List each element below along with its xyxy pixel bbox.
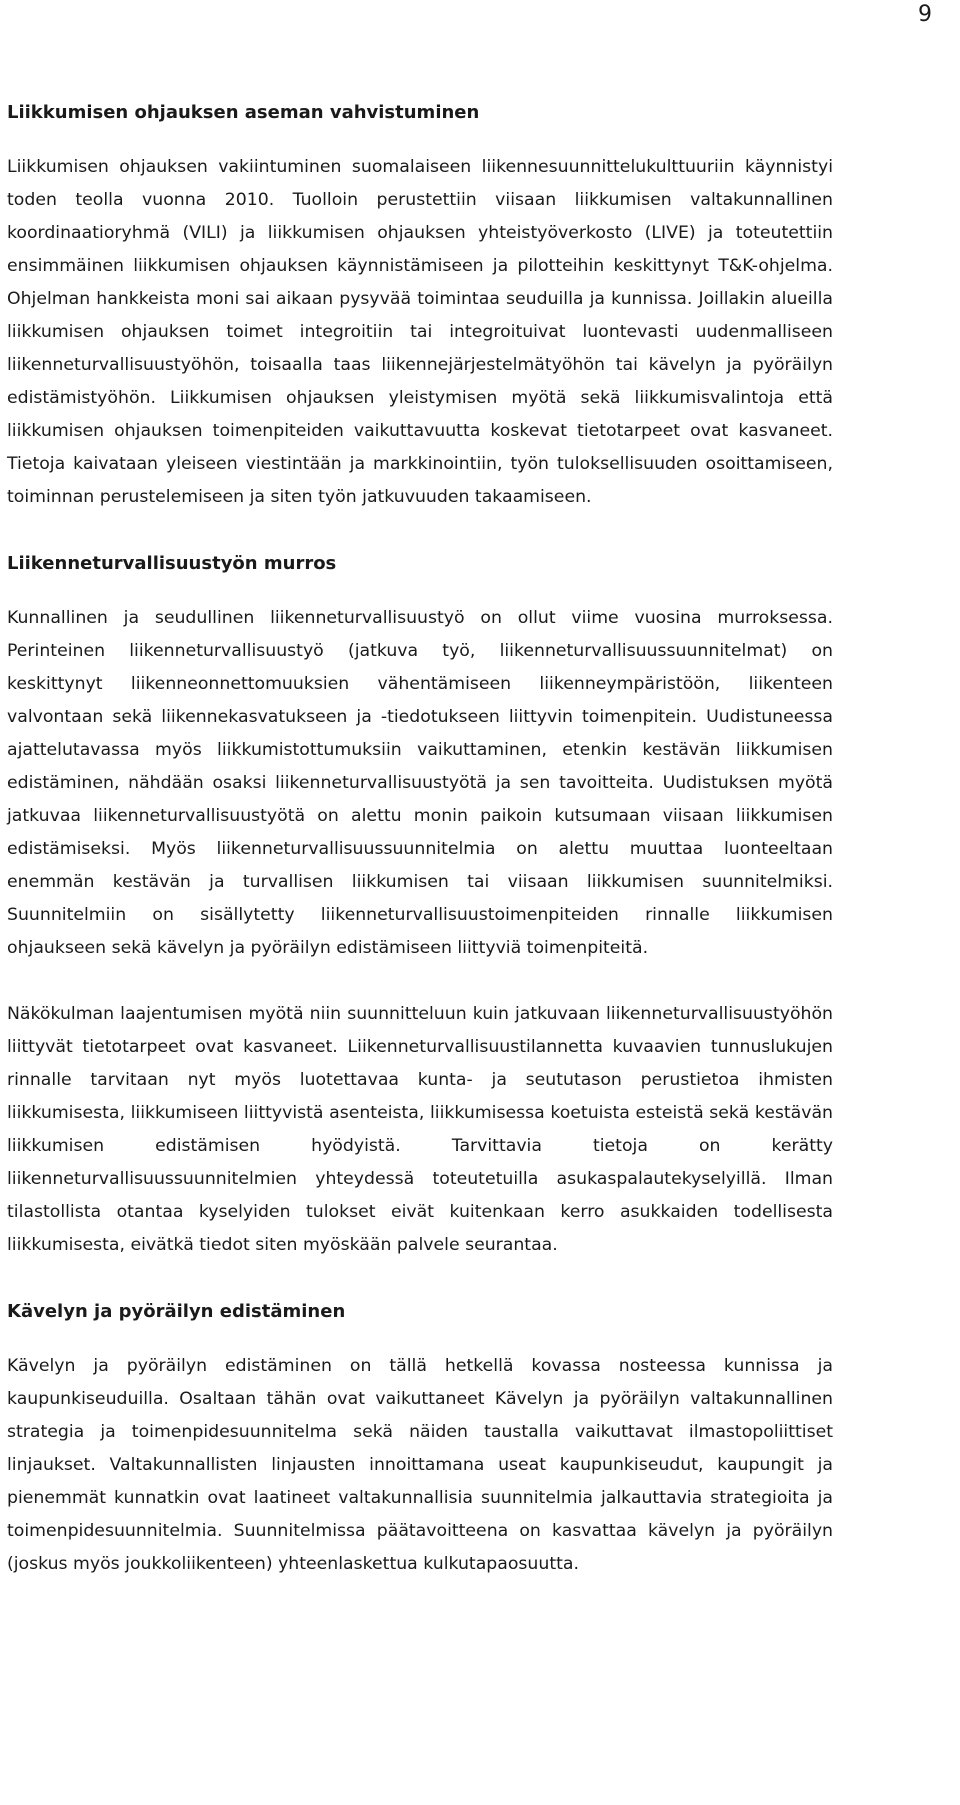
section-heading: Liikkumisen ohjauksen aseman vahvistuminen [7, 102, 480, 123]
section-kavely-pyoraily [7, 1295, 833, 1581]
paragraph: Kunnallinen ja seudullinen liikenneturvallisuustyö on ollut viime vuosina murroksessa. Perinteinen liikenneturvallisuustyö (jatkuva työ, liikenneturvallisuussuunnitelmat) on keskittynyt liikenneonnettomuuksien vähentämiseen liikenneympäristöön, liikenteen valvontaan sekä liikennekasvatukseen ja -tiedotukseen liittyvin toimenpitein. Uudistuneessa ajattelutavassa myös liikkumistottumuksiin vaikuttaminen, etenkin kestävän liikkumisen edistäminen, nähdään osaksi liikenneturvallisuustyötä ja sen tavoitteita. Uudistuksen myötä jatkuvaa liikenneturvallisuustyötä on alettu monin paikoin kutsumaan viisaan liikkumisen edistämiseksi. Myös liikenneturvallisuussuunnitelmia on alettu muuttaa luonteeltaan enemmän kestävän ja turvallisen liikkumisen tai viisaan liikkumisen suunnitelmiksi. Suunnitelmiin on sisällytetty liikenneturvallisuustoimenpiteiden rinnalle liikkumisen ohjaukseen sekä kävelyn ja pyöräilyn edistämiseen liittyviä toimenpiteitä. [7, 608, 833, 958]
document-body [7, 96, 833, 1581]
paragraph: Näkökulman laajentumisen myötä niin suunnitteluun kuin jatkuvaan liikenneturvallisuustyöhön liittyvät tietotarpeet ovat kasvaneet. Liikenneturvallisuustilannetta kuvaavien tunnuslukujen rinnalle tarvitaan nyt myös luotettavaa kunta- ja seututason perustietoa ihmisten liikkumisesta, liikkumiseen liittyvistä asenteista, liikkumisessa koetuista esteistä sekä kestävän liikkumisen edistämisen hyödyistä. Tarvittavia tietoja on kerätty liikenneturvallisuussuunnitelmien yhteydessä toteutetuilla asukaspalautekyselyillä. Ilman tilastollista otantaa kyselyiden tulokset eivät kuitenkaan kerro asukkaiden todellisesta liikkumisesta, eivätkä tiedot siten myöskään palvele seurantaa. [7, 1004, 833, 1255]
paragraph: Liikkumisen ohjauksen vakiintuminen suomalaiseen liikennesuunnittelukulttuuriin käynnistyi toden teolla vuonna 2010. Tuolloin perustettiin viisaan liikkumisen valtakunnallinen koordinaatioryhmä (VILI) ja liikkumisen ohjauksen yhteistyöverkosto (LIVE) ja toteutettiin ensimmäinen liikkumisen ohjauksen käynnistämiseen ja pilotteihin keskittynyt T&K-ohjelma. Ohjelman hankkeista moni sai aikaan pysyvää toimintaa seuduilla ja kunnissa. Joillakin alueilla liikkumisen ohjauksen toimet integroitiin tai integroituivat luontevasti uudenmalliseen liikenneturvallisuustyöhön, toisaalla taas liikennejärjestelmätyöhön tai kävelyn ja pyöräilyn edistämistyöhön. Liikkumisen ohjauksen yleistymisen myötä sekä liikkumisvalintoja että liikkumisen ohjauksen toimenpiteiden vaikuttavuutta koskevat tietotarpeet ovat kasvaneet. Tietoja kaivataan yleiseen viestintään ja markkinointiin, työn tuloksellisuuden osoittamiseen, toiminnan perustelemiseen ja siten työn jatkuvuuden takaamiseen. [7, 157, 833, 507]
section-heading: Kävelyn ja pyöräilyn edistäminen [7, 1301, 346, 1322]
section-liikenneturvallisuustyo [7, 547, 833, 1262]
page-number: 9 [918, 2, 932, 27]
section-heading: Liikenneturvallisuustyön murros [7, 553, 337, 574]
section-liikkumisen-ohjaus [7, 96, 833, 514]
paragraph: Kävelyn ja pyöräilyn edistäminen on tällä hetkellä kovassa nosteessa kunnissa ja kaupunkiseuduilla. Osaltaan tähän ovat vaikuttaneet Kävelyn ja pyöräilyn valtakunnallinen strategia ja toimenpidesuunnitelma sekä näiden taustalla vaikuttavat ilmastopoliittiset linjaukset. Valtakunnallisten linjausten innoittamana useat kaupunkiseudut, kaupungit ja pienemmät kunnatkin ovat laatineet valtakunnallisia suunnitelmia jalkauttavia strategioita ja toimenpidesuunnitelmia. Suunnitelmissa päätavoitteena on kasvattaa kävelyn ja pyöräilyn (joskus myös joukkoliikenteen) yhteenlaskettua kulkutapaosuutta. [7, 1356, 833, 1574]
